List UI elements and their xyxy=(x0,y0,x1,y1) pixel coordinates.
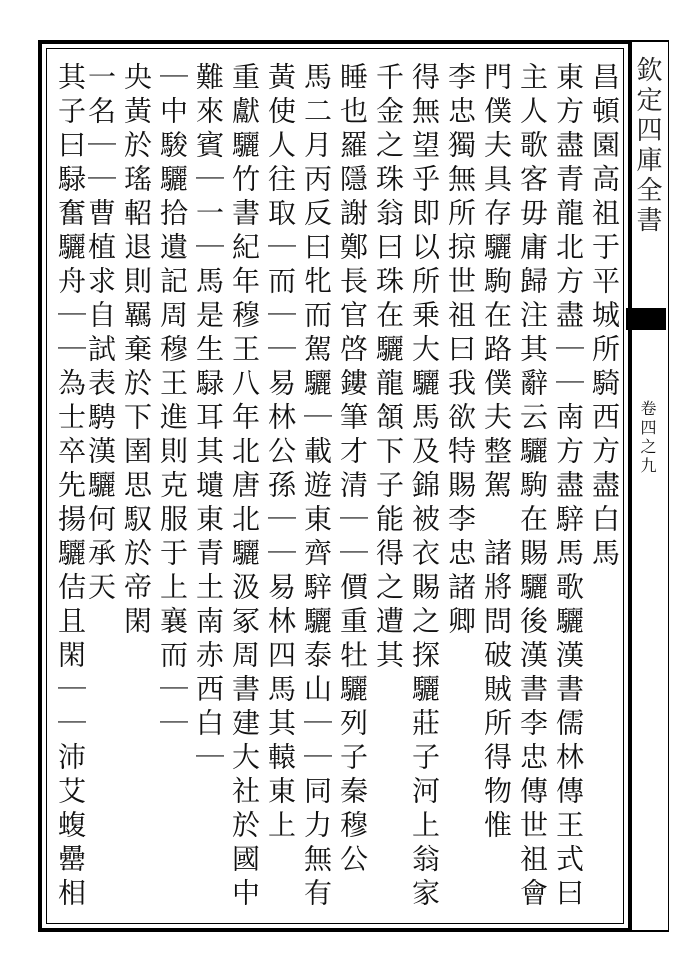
text-column-4: 門僕夫具存驪駒在路僕夫整駕 諸將問破賊所得物惟 xyxy=(480,62,513,844)
text-column-1: 昌頓園高祖于平城所騎西方盡白馬 xyxy=(588,62,621,572)
margin-juan-label: 卷四之九 xyxy=(638,400,657,476)
text-column-2: 東方盡青龍北方盡｜｜南方盡騂馬歌驪漢書儒林傳王式曰 xyxy=(552,62,585,912)
text-column-3: 主人歌客毋庸歸注其辭云驪駒在賜驪後漢書李忠傳世祖會 xyxy=(516,62,549,912)
text-column-12: 難來賓｜一｜馬是生騄耳其壝東青土南赤西白｜ xyxy=(192,62,225,776)
text-column-14: 央黃於瑤軺退則羈棄於下圉思馭於帝閑 xyxy=(120,62,153,640)
text-column-16: 其子曰騄奮驪舟｜｜為士卒先揚驪佶且閑｜｜沛艾蝮罍相 xyxy=(54,62,87,912)
text-column-6: 得無望乎即以所乗大驪馬及錦被衣賜之探驪莊子河上翁家 xyxy=(408,62,441,912)
text-column-8: 睡也羅隱謝鄭長官啓鏤筆才清｜｜價重牡驪列子秦穆公 xyxy=(336,62,369,878)
text-column-5: 李忠獨無所掠世祖曰我欲特賜李忠諸卿 xyxy=(444,62,477,640)
text-column-10: 黃使人往取｜而｜｜易林公孫｜｜易林四馬其轅東上 xyxy=(264,62,297,844)
text-column-13: ｜中駿驪拾遺記周穆王進則克服于上襄而｜｜ xyxy=(156,62,189,742)
text-column-9: 馬二月丙反曰牝而駕驪｜載遊東齊騂驪泰山｜｜同力無有 xyxy=(300,62,333,912)
text-column-15: 一名｜｜曹植求自試表騁漢驪何承天 xyxy=(84,62,117,606)
margin-title: 欽定四庫全書 xyxy=(632,56,662,236)
text-column-7: 千金之珠翁曰珠在驪龍頷下子能得之遭其 xyxy=(372,62,405,674)
text-column-11: 重獻驪竹書紀年穆王八年北唐北驪汲冢周書建大社於國中 xyxy=(228,62,261,912)
fishtail-block xyxy=(626,308,666,330)
